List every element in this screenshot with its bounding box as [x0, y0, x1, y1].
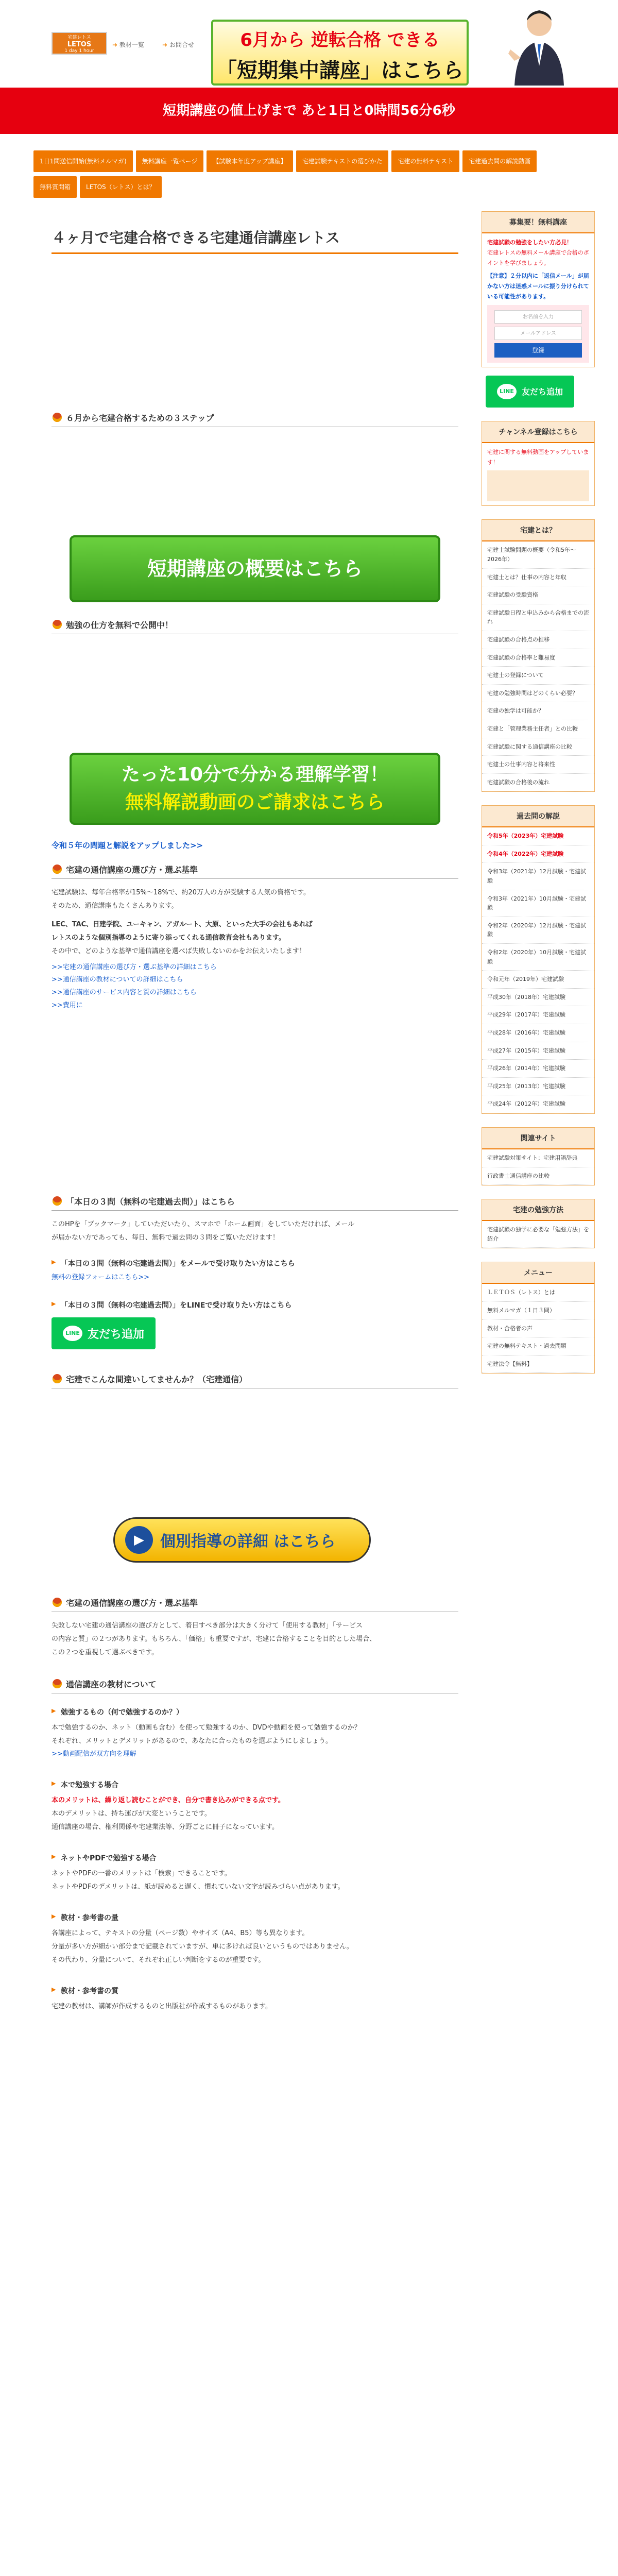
sidebar-line-button[interactable]: [486, 376, 574, 408]
line-icon: LINE: [497, 384, 517, 399]
detail-link[interactable]: >>動画配信が双方向を理解: [52, 1750, 136, 1758]
paragraph: 本のデメリットは、持ち運びが大変ということです。: [52, 1809, 211, 1818]
steps-image-placeholder: [52, 427, 458, 535]
logo-text: 1 day 1 hour: [64, 48, 94, 54]
sidebar-link[interactable]: 宅建試験の合格率と難易度: [482, 649, 594, 667]
sidebar-heading: 関連サイト: [482, 1128, 594, 1149]
paragraph: レトスのような個別指導のように寄り添ってくれる通信教育会社もあります。: [52, 934, 285, 942]
paragraph: それぞれ、メリットとデメリットがあるので、あなたに合ったものを選ぶようにしましょう。: [52, 1737, 332, 1745]
sidebar-link[interactable]: 令和2年（2020年）10月試験・宅建試験: [482, 944, 594, 971]
nav-item[interactable]: 1日1問送信開始(無料メルマガ): [33, 150, 133, 172]
section-heading-choose: 宅建の通信講座の選び方・選ぶ基準: [52, 860, 458, 879]
paragraph: ネットやPDFのデメリットは、紙が読めると遅く、慣れていない文字が読みづらい点があります。: [52, 1883, 345, 1891]
cta-line2: 無料解説動画のご請求はこちら: [125, 792, 385, 813]
countdown-bar: [0, 88, 618, 134]
sidebar-link[interactable]: 令和4年（2022年）宅建試験: [482, 845, 594, 863]
personal-guidance-cta[interactable]: [113, 1517, 371, 1563]
cta-line1: たった10分で分かる理解学習！: [121, 764, 389, 785]
nav-item[interactable]: 宅建過去問の解説動画: [462, 150, 537, 172]
nav-item[interactable]: 【試験本年度アップ講座】: [207, 150, 293, 172]
paragraph: 宅建試験は、毎年合格率が15%〜18%で、約20万人の方が受験する人気の資格です。: [52, 888, 311, 896]
sidebar-link[interactable]: 宅建試験の合格後の流れ: [482, 774, 594, 792]
sidebar-link[interactable]: 宅建の勉強時間はどのくらい必要？: [482, 685, 594, 703]
nav-item[interactable]: 宅建試験テキストの選びかた: [296, 150, 389, 172]
subheading: ▶ 勉強するもの（何で勉強するのか？）: [52, 1707, 458, 1717]
subheading: ▶ 教材・参考書の量: [52, 1912, 458, 1923]
paragraph: その中で、どのような基準で通信講座を選べば失敗しないのかをお伝えいたします！: [52, 947, 306, 955]
sidebar-link[interactable]: 平成30年（2018年）宅建試験: [482, 989, 594, 1007]
line-button-label: 友だち追加: [88, 1328, 145, 1341]
line-add-friend-button[interactable]: [52, 1317, 156, 1349]
play-icon: ▶: [125, 1526, 153, 1554]
nav-item[interactable]: 無料講座一覧ページ: [136, 150, 204, 172]
detail-link[interactable]: >>宅建の通信講座の選び方・選ぶ基準の詳細はこちら: [52, 963, 217, 971]
about-box: [482, 519, 595, 792]
cta-label: 個別指導の詳細 はこちら: [160, 1533, 336, 1551]
sidebar-link[interactable]: 宅建試験の合格点の推移: [482, 631, 594, 649]
sidebar-link[interactable]: 教材・合格者の声: [482, 1320, 594, 1338]
past-exam-box: [482, 805, 595, 1114]
sidebar-link[interactable]: 令和3年（2021年）12月試験・宅建試験: [482, 863, 594, 890]
paragraph: その代わり、分量について、それぞれ正しい判断をするのが重要です。: [52, 1956, 265, 1964]
banner-line2: 「短期集中講座」はこちら: [216, 58, 464, 82]
sidebar-heading: 募集要！無料講座: [482, 212, 594, 233]
sidebar-heading: 宅建の勉強方法: [482, 1199, 594, 1221]
sidebar: [482, 211, 595, 1387]
paragraph: 本のメリットは、繰り返し読むことができ、自分で書き込みができる点です。: [52, 1796, 285, 1804]
header-link-label: 教材一覧: [119, 41, 144, 48]
related-list: [482, 1149, 594, 1185]
free-video-placeholder: [52, 634, 458, 753]
sidebar-link[interactable]: 宅建試験に関する通信講座の比較: [482, 738, 594, 756]
sidebar-heading: 過去問の解説: [482, 806, 594, 827]
sidebar-text: 宅建試験の勉強をしたい方必見！: [487, 239, 572, 246]
site-logo[interactable]: [52, 32, 107, 55]
r5-questions-link[interactable]: 令和５年の問題と解説をアップしました>>: [52, 841, 203, 850]
line-button-label: 友だち追加: [522, 387, 563, 397]
sidebar-link[interactable]: 宅建試験日程と申込みから合格までの流れ: [482, 604, 594, 631]
sidebar-link[interactable]: 平成28年（2016年）宅建試験: [482, 1024, 594, 1042]
sidebar-link[interactable]: 宅建試験の受験資格: [482, 586, 594, 604]
paragraph: の内容と質」の２つがあります。もちろん、「価格」も重要ですが、宅建に合格することを目的とした場合、: [52, 1635, 376, 1643]
logo-text: 宅建レトス: [67, 35, 91, 40]
free-course-box: [482, 211, 595, 367]
detail-link[interactable]: >>通信講座の教材についての詳細はこちら: [52, 976, 183, 984]
about-list: [482, 541, 594, 791]
arrow-icon: ➜: [112, 41, 118, 48]
sidebar-link[interactable]: 平成24年（2012年）宅建試験: [482, 1095, 594, 1113]
sidebar-link[interactable]: 令和5年（2023年）宅建試験: [482, 827, 594, 845]
section-heading-material: 通信講座の教材について: [52, 1675, 458, 1693]
sidebar-link[interactable]: ＬＥＴＯＳ（レトス）とは: [482, 1284, 594, 1302]
banner-line1: 6月から 逆転合格 できる: [240, 30, 440, 50]
global-nav: [33, 150, 554, 198]
past-exam-list: [482, 827, 594, 1113]
menu-list: [482, 1284, 594, 1373]
register-button[interactable]: 登録: [494, 343, 582, 358]
header-link-materials[interactable]: [112, 40, 144, 49]
channel-image: [487, 470, 589, 501]
menu-box: [482, 1262, 595, 1374]
name-input[interactable]: お名前を入力: [494, 310, 582, 324]
registration-form-link[interactable]: 無料の登録フォームはこちら>>: [52, 1274, 150, 1282]
video-placeholder-3: [52, 1388, 458, 1517]
sidebar-link[interactable]: 平成26年（2014年）宅建試験: [482, 1060, 594, 1078]
header-link-label: お問合せ: [169, 41, 194, 48]
paragraph: このHPを「ブックマーク」していただいたり、スマホで「ホーム画面」をしていただければ、メール: [52, 1221, 355, 1229]
main-content: [52, 211, 458, 2013]
section-heading-steps: ６月から宅建合格するための３ステップ: [52, 409, 458, 427]
study-method-list: [482, 1221, 594, 1248]
sidebar-link[interactable]: 平成29年（2017年）宅建試験: [482, 1006, 594, 1024]
cta-label: 短期講座の概要はこちら: [147, 557, 363, 580]
nav-item[interactable]: 無料質問箱: [33, 176, 77, 198]
subheading: ▶ 教材・参考書の質: [52, 1986, 458, 1996]
free-video-cta[interactable]: [70, 753, 440, 825]
paragraph: が届かない方であっても、毎日、無料で過去問の３問をご覧いただけます！: [52, 1234, 279, 1242]
countdown-text: 短期講座の値上げまで あと1日と0時間56分6秒: [163, 103, 455, 118]
sidebar-heading: チャンネル登録はこちら: [482, 421, 594, 443]
instructor-photo: [507, 4, 568, 86]
paragraph: 本で勉強するのか、ネット（動画も含む）を使って勉強するのか、DVDや動画を使って勉強するのか？: [52, 1724, 361, 1732]
sidebar-link[interactable]: 宅建の無料テキスト・過去問題: [482, 1337, 594, 1355]
sidebar-link[interactable]: 宅建試験の独学に必要な「勉強方法」を紹介: [482, 1221, 594, 1248]
section-heading-mistake: 宅建でこんな間違いしてませんか？（宅建通信）: [52, 1370, 458, 1388]
logo-text: LETOS: [67, 41, 92, 48]
section-heading-choose-2: 宅建の通信講座の選び方・選ぶ基準: [52, 1594, 458, 1612]
sidebar-link[interactable]: 宅建士の仕事内容と将来性: [482, 756, 594, 774]
video-placeholder: [52, 254, 458, 409]
nav-item[interactable]: LETOS（レトス）とは？: [80, 176, 162, 198]
header-link-contact[interactable]: [162, 40, 194, 49]
subheading: ▶ 「本日の３問（無料の宅建過去問）」をLINEで受け取りたい方はこちら: [52, 1300, 458, 1310]
sidebar-link[interactable]: 行政書士通信講座の比較: [482, 1167, 594, 1185]
sidebar-link[interactable]: 平成25年（2013年）宅建試験: [482, 1078, 594, 1096]
subheading: ▶ ネットやPDFで勉強する場合: [52, 1853, 458, 1863]
sidebar-text: 【注意】２分以内に「返信メール」が届かない方は迷惑メールに振り分けられている可能性があります。: [487, 273, 589, 300]
sidebar-heading: 宅建とは？: [482, 520, 594, 541]
sidebar-link[interactable]: 無料メルマガ（１日３問）: [482, 1302, 594, 1320]
sidebar-link[interactable]: 宅建試験対策サイト：宅建用語辞典: [482, 1149, 594, 1167]
paragraph: 分量が多い方が細かい部分まで記載されていますが、単に多ければ良いというものではありません。: [52, 1942, 353, 1951]
section-heading-free: 勉強の仕方を無料で公開中！: [52, 616, 458, 634]
sidebar-link[interactable]: 宅建士の登録について: [482, 667, 594, 685]
short-course-cta[interactable]: [70, 535, 440, 602]
subheading: ▶ 本で勉強する場合: [52, 1780, 458, 1790]
sidebar-text: 宅建に関する無料動画をアップしています！: [487, 448, 589, 466]
video-placeholder-2: [52, 1012, 458, 1192]
sidebar-link[interactable]: 令和元年（2019年）宅建試験: [482, 971, 594, 989]
related-box: [482, 1127, 595, 1185]
line-icon: LINE: [63, 1326, 82, 1341]
paragraph: 通信講座の場合、権利関係や宅建業法等、分野ごとに冊子になっています。: [52, 1823, 279, 1831]
paragraph: LEC、TAC、日建学院、ユーキャン、アガルート、大原、といった大手の会社もあれば: [52, 920, 313, 928]
nav-item[interactable]: 宅建の無料テキスト: [391, 150, 459, 172]
study-method-box: [482, 1199, 595, 1248]
sidebar-link[interactable]: 令和3年（2021年）10月試験・宅建試験: [482, 890, 594, 917]
sidebar-heading: メニュー: [482, 1262, 594, 1284]
page-title: ４ヶ月で宅建合格できる宅建通信講座レトス: [52, 227, 458, 254]
paragraph: 失敗しない宅建の通信講座の選び方として、着目すべき部分は大きく分けて「使用する教材」「サービス: [52, 1622, 363, 1630]
email-input[interactable]: メールアドレス: [494, 327, 582, 340]
channel-box: [482, 421, 595, 506]
sidebar-link[interactable]: 宅建士試験問題の概要（令和5年〜2026年）: [482, 541, 594, 568]
paragraph: 宅建の教材は、講師が作成するものと出版社が作成するものがあります。: [52, 2002, 272, 2010]
sidebar-link[interactable]: 平成27年（2015年）宅建試験: [482, 1042, 594, 1060]
sidebar-link[interactable]: 宅建の独学は可能か？: [482, 702, 594, 720]
sidebar-link[interactable]: 宅建士とは？仕事の内容と年収: [482, 569, 594, 587]
detail-link[interactable]: >>通信講座のサービス内容と質の詳細はこちら: [52, 988, 197, 996]
site-header: [0, 0, 618, 88]
sidebar-link[interactable]: 宅建と「管理業務主任者」との比較: [482, 720, 594, 738]
sidebar-link[interactable]: 宅建法令【無料】: [482, 1355, 594, 1374]
sidebar-text: 宅建レトスの無料メール講座で合格のポイントを学びましょう。: [487, 249, 589, 266]
arrow-icon: ➜: [162, 41, 168, 48]
subheading: ▶ 「本日の３問（無料の宅建過去問）」をメールで受け取りたい方はこちら: [52, 1258, 458, 1268]
paragraph: そのため、通信講座もたくさんあります。: [52, 902, 178, 910]
paragraph: 各講座によって、テキストの分量（ページ数）やサイズ（A4、B5）等も異なります。: [52, 1929, 309, 1937]
sidebar-link[interactable]: 令和2年（2020年）12月試験・宅建試験: [482, 917, 594, 944]
short-course-banner[interactable]: [211, 20, 469, 86]
detail-link[interactable]: >>費用に: [52, 1001, 83, 1009]
paragraph: ネットやPDFの一番のメリットは「検索」できることです。: [52, 1869, 231, 1877]
paragraph: この２つを重視して選ぶべきです。: [52, 1649, 158, 1657]
section-heading-daily: 「本日の３問（無料の宅建過去問）」はこちら: [52, 1192, 458, 1211]
